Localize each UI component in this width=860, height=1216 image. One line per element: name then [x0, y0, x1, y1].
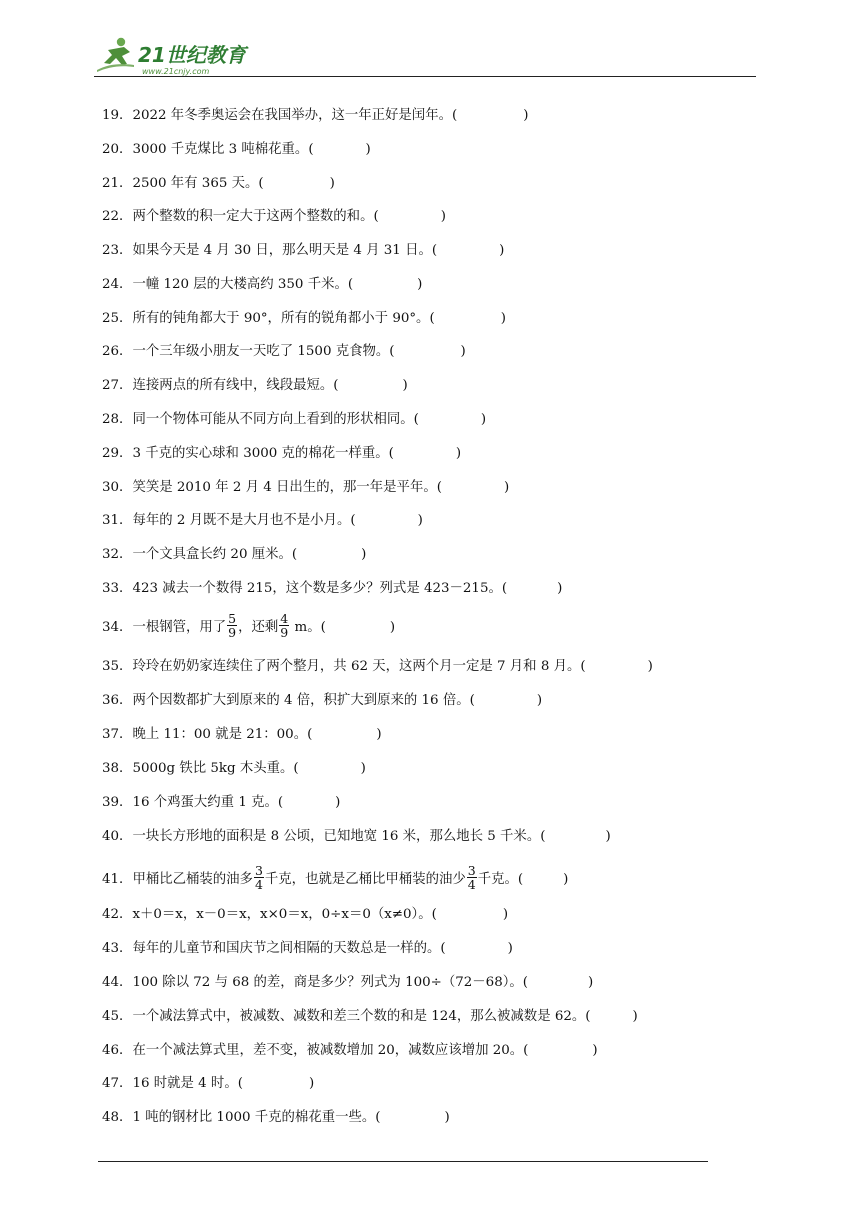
- fraction-numerator: 5: [228, 611, 237, 626]
- closing-paren: ): [402, 378, 408, 393]
- question-item: [102, 343, 466, 361]
- question-text: 一个减法算式中，被减数、减数和差三个数的和是 124，那么被减数是 62。(: [132, 1009, 591, 1024]
- question-text: 同一个物体可能从不同方向上看到的形状相同。(: [132, 412, 419, 427]
- question-text: 2022 年冬季奥运会在我国举办，这一年正好是闰年。(: [132, 108, 458, 123]
- question-item: [102, 726, 382, 744]
- question-number: 42．: [102, 907, 133, 922]
- question-item: [102, 1008, 638, 1026]
- closing-paren: ): [563, 872, 569, 887]
- closing-paren: ): [536, 693, 543, 708]
- question-text: 晚上 11：00 就是 21：00。(: [132, 727, 313, 742]
- closing-paren: ): [460, 344, 466, 359]
- question-number: 34．: [102, 620, 133, 635]
- question-text: x＋0＝x，x－0＝x，x×0＝x，0÷x＝0（x≠0）。(: [132, 907, 437, 922]
- question-item: [102, 828, 611, 846]
- fraction: [467, 864, 477, 891]
- footer-rule: [98, 1161, 708, 1162]
- question-text: 连接两点的所有线中，线段最短。(: [132, 378, 339, 393]
- question-number: 36．: [102, 693, 133, 708]
- question-number: 25．: [102, 311, 133, 326]
- closing-paren: ): [502, 907, 509, 922]
- closing-paren: ): [365, 142, 371, 157]
- question-number: 48．: [102, 1110, 133, 1125]
- question-item: [102, 974, 593, 992]
- closing-paren: ): [417, 277, 423, 292]
- question-text: 一块长方形地的面积是 8 公顷，已知地宽 16 米，那么地长 5 千米。(: [132, 829, 546, 844]
- question-number: 32．: [102, 547, 133, 562]
- question-number: 44．: [102, 975, 133, 990]
- closing-paren: ): [417, 513, 423, 528]
- question-item: [102, 141, 371, 159]
- question-item: [102, 611, 396, 641]
- question-item: [102, 906, 508, 924]
- closing-paren: ): [605, 829, 611, 844]
- question-text: 玲玲在奶奶家连续住了两个整月，共 62 天，这两个月一定是 7 月和 8 月。(: [132, 659, 586, 674]
- question-number: 37．: [102, 727, 133, 742]
- question-number: 19．: [102, 108, 133, 123]
- fraction: [279, 612, 289, 639]
- question-number: 20．: [102, 142, 133, 157]
- closing-paren: ): [361, 547, 367, 562]
- question-number: 31．: [102, 513, 133, 528]
- question-number: 46．: [102, 1043, 133, 1058]
- closing-paren: ): [507, 941, 513, 956]
- question-item: [102, 411, 486, 429]
- question-text: 一根钢管，用了: [132, 620, 227, 635]
- question-number: 29．: [102, 446, 133, 461]
- question-text: 甲桶比乙桶装的油多: [132, 872, 253, 887]
- question-number: 24．: [102, 277, 133, 292]
- closing-paren: ): [500, 311, 506, 326]
- question-text: 两个因数都扩大到原来的 4 倍，积扩大到原来的 16 倍。(: [132, 693, 475, 708]
- question-number: 40．: [102, 829, 133, 844]
- question-item: [102, 1109, 450, 1127]
- question-text: 100 除以 72 与 68 的差，商是多少？列式为 100÷（72－68）。(: [132, 975, 529, 990]
- fraction-denominator: 9: [228, 625, 237, 640]
- svg-text:www.21cnjy.com: www.21cnjy.com: [142, 67, 210, 76]
- question-item: [102, 760, 366, 778]
- question-text: 1 吨的钢材比 1000 千克的棉花重一些。(: [132, 1110, 381, 1125]
- closing-paren: ): [592, 1043, 598, 1058]
- question-text: 2500 年有 365 天。(: [132, 176, 264, 191]
- closing-paren: ): [360, 761, 366, 776]
- closing-paren: ): [557, 581, 563, 596]
- question-text: 所有的钝角都大于 90°，所有的锐角都小于 90°。(: [132, 311, 435, 326]
- closing-paren: ): [376, 727, 382, 742]
- closing-paren: ): [329, 176, 335, 191]
- question-item: [102, 479, 509, 497]
- question-item: [102, 377, 408, 395]
- question-number: 35．: [102, 659, 133, 674]
- site-logo: [94, 34, 264, 78]
- question-text: 千克。(: [477, 872, 524, 887]
- question-item: [102, 1075, 314, 1093]
- question-number: 47．: [102, 1076, 133, 1091]
- question-text: 一个三年级小朋友一天吃了 1500 克食物。(: [132, 344, 395, 359]
- closing-paren: ): [440, 209, 446, 224]
- question-text: 16 时就是 4 时。(: [132, 1076, 243, 1091]
- closing-paren: ): [335, 795, 341, 810]
- question-number: 22．: [102, 209, 133, 224]
- question-item: [102, 940, 513, 958]
- closing-paren: ): [632, 1009, 638, 1024]
- question-text: 每年的 2 月既不是大月也不是小月。(: [132, 513, 356, 528]
- fraction-numerator: 3: [254, 863, 263, 878]
- question-number: 45．: [102, 1009, 133, 1024]
- fraction-denominator: 4: [254, 877, 263, 892]
- question-item: [102, 107, 528, 125]
- question-text: 千克，也就是乙桶比甲桶装的油少: [264, 872, 466, 887]
- question-number: 38．: [102, 761, 133, 776]
- question-text: ，还剩: [238, 620, 279, 635]
- question-number: 23．: [102, 243, 133, 258]
- question-text: 如果今天是 4 月 30 日，那么明天是 4 月 31 日。(: [132, 243, 438, 258]
- closing-paren: ): [647, 659, 653, 674]
- question-number: 28．: [102, 412, 133, 427]
- question-text: 一幢 120 层的大楼高约 350 千米。(: [132, 277, 354, 292]
- question-item: [102, 658, 653, 676]
- closing-paren: ): [444, 1110, 450, 1125]
- question-item: [102, 512, 423, 530]
- question-item: [102, 175, 335, 193]
- closing-paren: ): [499, 243, 505, 258]
- question-text: m。(: [290, 620, 326, 635]
- closing-paren: ): [480, 412, 487, 427]
- closing-paren: ): [455, 446, 462, 461]
- question-text: 每年的儿童节和国庆节之间相隔的天数总是一样的。(: [132, 941, 446, 956]
- question-item: [102, 580, 562, 598]
- question-number: 41．: [102, 872, 133, 887]
- question-item: [102, 863, 569, 893]
- runner-icon: [97, 38, 134, 72]
- fraction-numerator: 3: [467, 863, 476, 878]
- fraction-numerator: 4: [280, 611, 289, 626]
- question-item: [102, 546, 366, 564]
- question-number: 39．: [102, 795, 133, 810]
- closing-paren: ): [503, 480, 510, 495]
- question-number: 33．: [102, 581, 133, 596]
- question-item: [102, 310, 506, 328]
- closing-paren: ): [588, 975, 594, 990]
- fraction: [254, 864, 264, 891]
- question-number: 26．: [102, 344, 133, 359]
- question-number: 30．: [102, 480, 133, 495]
- closing-paren: ): [308, 1076, 315, 1091]
- question-number: 21．: [102, 176, 133, 191]
- question-number: 27．: [102, 378, 133, 393]
- question-text: 笑笑是 2010 年 2 月 4 日出生的，那一年是平年。(: [132, 480, 442, 495]
- question-number: 43．: [102, 941, 133, 956]
- question-item: [102, 1042, 598, 1060]
- question-item: [102, 276, 422, 294]
- question-text: 在一个减法算式里，差不变，被减数增加 20，减数应该增加 20。(: [132, 1043, 529, 1058]
- question-text: 423 减去一个数得 215，这个数是多少？列式是 423－215。(: [132, 581, 508, 596]
- fraction-denominator: 9: [280, 625, 289, 640]
- question-text: 5000g 铁比 5kg 木头重。(: [132, 761, 299, 776]
- closing-paren: ): [523, 108, 529, 123]
- question-item: [102, 692, 542, 710]
- question-item: [102, 445, 461, 463]
- question-item: [102, 242, 504, 260]
- header-rule: [94, 76, 756, 77]
- question-text: 两个整数的积一定大于这两个整数的和。(: [132, 209, 379, 224]
- question-text: 一个文具盒长约 20 厘米。(: [132, 547, 298, 562]
- closing-paren: ): [389, 620, 396, 635]
- question-text: 3000 千克煤比 3 吨棉花重。(: [132, 142, 314, 157]
- question-item: [102, 794, 340, 812]
- question-text: 16 个鸡蛋大约重 1 克。(: [132, 795, 284, 810]
- fraction-denominator: 4: [467, 877, 476, 892]
- svg-text:21世纪教育: 21世纪教育: [138, 43, 246, 67]
- question-item: [102, 208, 446, 226]
- fraction: [227, 612, 237, 639]
- question-text: 3 千克的实心球和 3000 克的棉花一样重。(: [132, 446, 394, 461]
